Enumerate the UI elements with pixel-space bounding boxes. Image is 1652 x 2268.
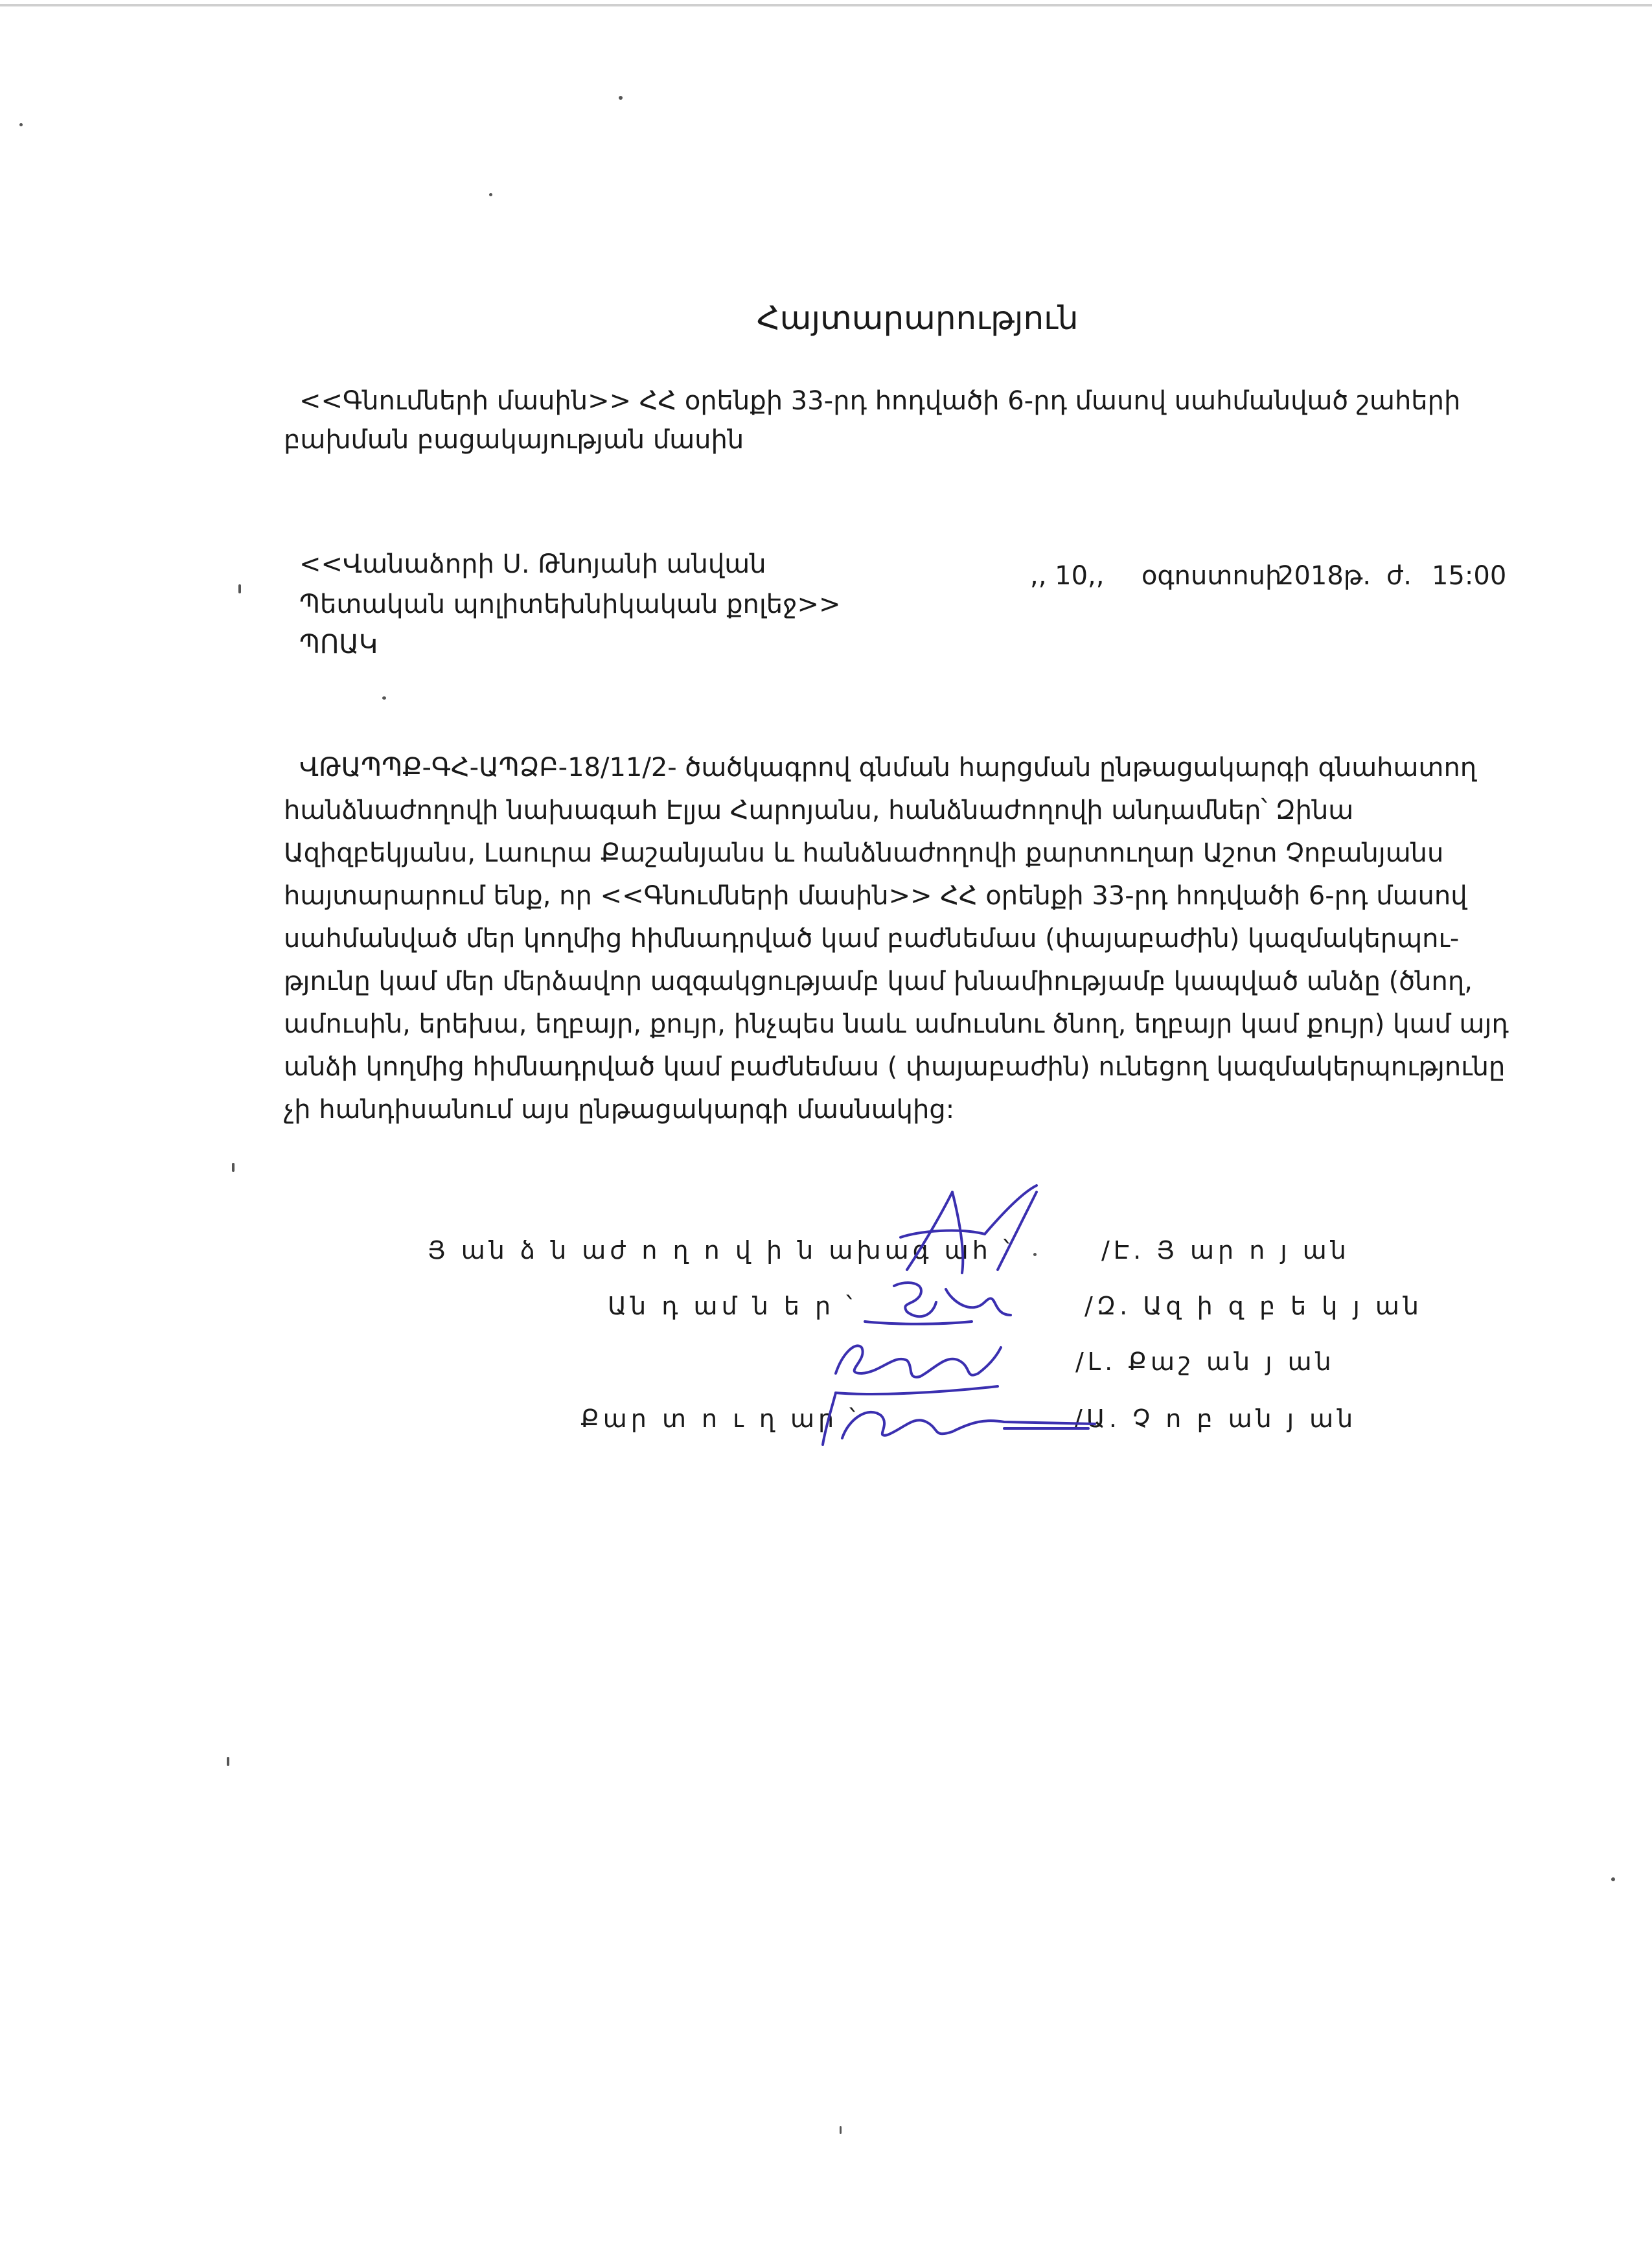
body-line: Ազիզբեկյանս, Լաուրա Քաշանյանս և հանձնաժողովի քարտուղար Աշոտ Չոբանյանս — [284, 838, 1444, 868]
subtitle-line-2: բախման բացակայության մասին — [284, 425, 744, 455]
body-line: հանձնաժողովի նախագահ Էլյա Հարոյանս, հանձնաժողովի անդամներ՝ Զինա — [284, 796, 1354, 825]
body-line: սահմանված մեր կողմից հիմնադրված կամ բաժնեմաս (փայաբաժին) կազմակերպու- — [284, 924, 1460, 954]
chair-label: Յ ան ձ ն աժ ո ղ ո վ ի ն ախագ ահ ՝ — [428, 1236, 1013, 1265]
body-line: ՎԹԱՊՊՔ-ԳՀ-ԱՊՁԲ-18/11/2- ծածկագրով գնման հարցման ընթացակարգի գնահատող — [299, 753, 1477, 783]
member-1-signature — [865, 1283, 1011, 1324]
subtitle-line-1: <<Գնումների մասին>> ՀՀ օրենքի 33-րդ հոդվածի 6-րդ մասով սահմանված շահերի — [299, 386, 1461, 416]
organization-line-2: Պետական պոլիտեխնիկական քոլեջ>> — [299, 590, 841, 619]
member-2-signature — [836, 1346, 1001, 1394]
member-name-2: /Լ. Քաշ ան յ ան — [1075, 1347, 1335, 1376]
members-label: Ան դ ամ ն ե ր ՝ — [608, 1292, 856, 1320]
chair-signature — [901, 1186, 1037, 1273]
date-day: ,, 10,, — [1030, 561, 1105, 591]
organization-line-3: ՊՈԱԿ — [299, 630, 378, 659]
body-line: ամուսին, երեխա, եղբայր, քույր, ինչպես նաև ամուսնու ծնող, եղբայր կամ քույր) կամ այդ — [284, 1009, 1509, 1039]
chair-name: /Է. Յ ար ո յ ան — [1101, 1236, 1350, 1265]
date-month: օգոստոսի — [1141, 561, 1282, 591]
body-line: թյունը կամ մեր մերձավոր ազգակցությամբ կամ խնամիությամբ կապված անձը (ծնող, — [284, 967, 1473, 996]
date-year: 2018թ. — [1278, 561, 1371, 591]
secretary-label: Քար տ ո ւ ղ ար ՝ — [580, 1404, 860, 1433]
body-line: չի հանդիսանում այս ընթացակարգի մասնակից: — [284, 1095, 955, 1125]
secretary-name: /Ա. Չ ո բ ան յ ան — [1074, 1404, 1357, 1433]
member-name-1: /Զ. Ազ ի զ բ ե կ յ ան — [1084, 1292, 1423, 1320]
secretary-signature — [823, 1393, 1095, 1445]
body-line: հայտարարում ենք, որ <<Գնումների մասին>> ՀՀ օրենքի 33-րդ հոդվածի 6-րդ մասով — [284, 881, 1467, 911]
body-line: անձի կողմից հիմնադրված կամ բաժնեմաս ( փայաբաժին) ունեցող կազմակերպությունը — [284, 1052, 1506, 1082]
organization-line-1: <<Վանաձորի Ս. Թնոյանի անվան — [299, 549, 766, 579]
time-prefix: ժ. — [1386, 561, 1412, 591]
time-value: 15:00 — [1432, 561, 1507, 591]
document-title: Հայտարարություն — [757, 299, 1079, 337]
